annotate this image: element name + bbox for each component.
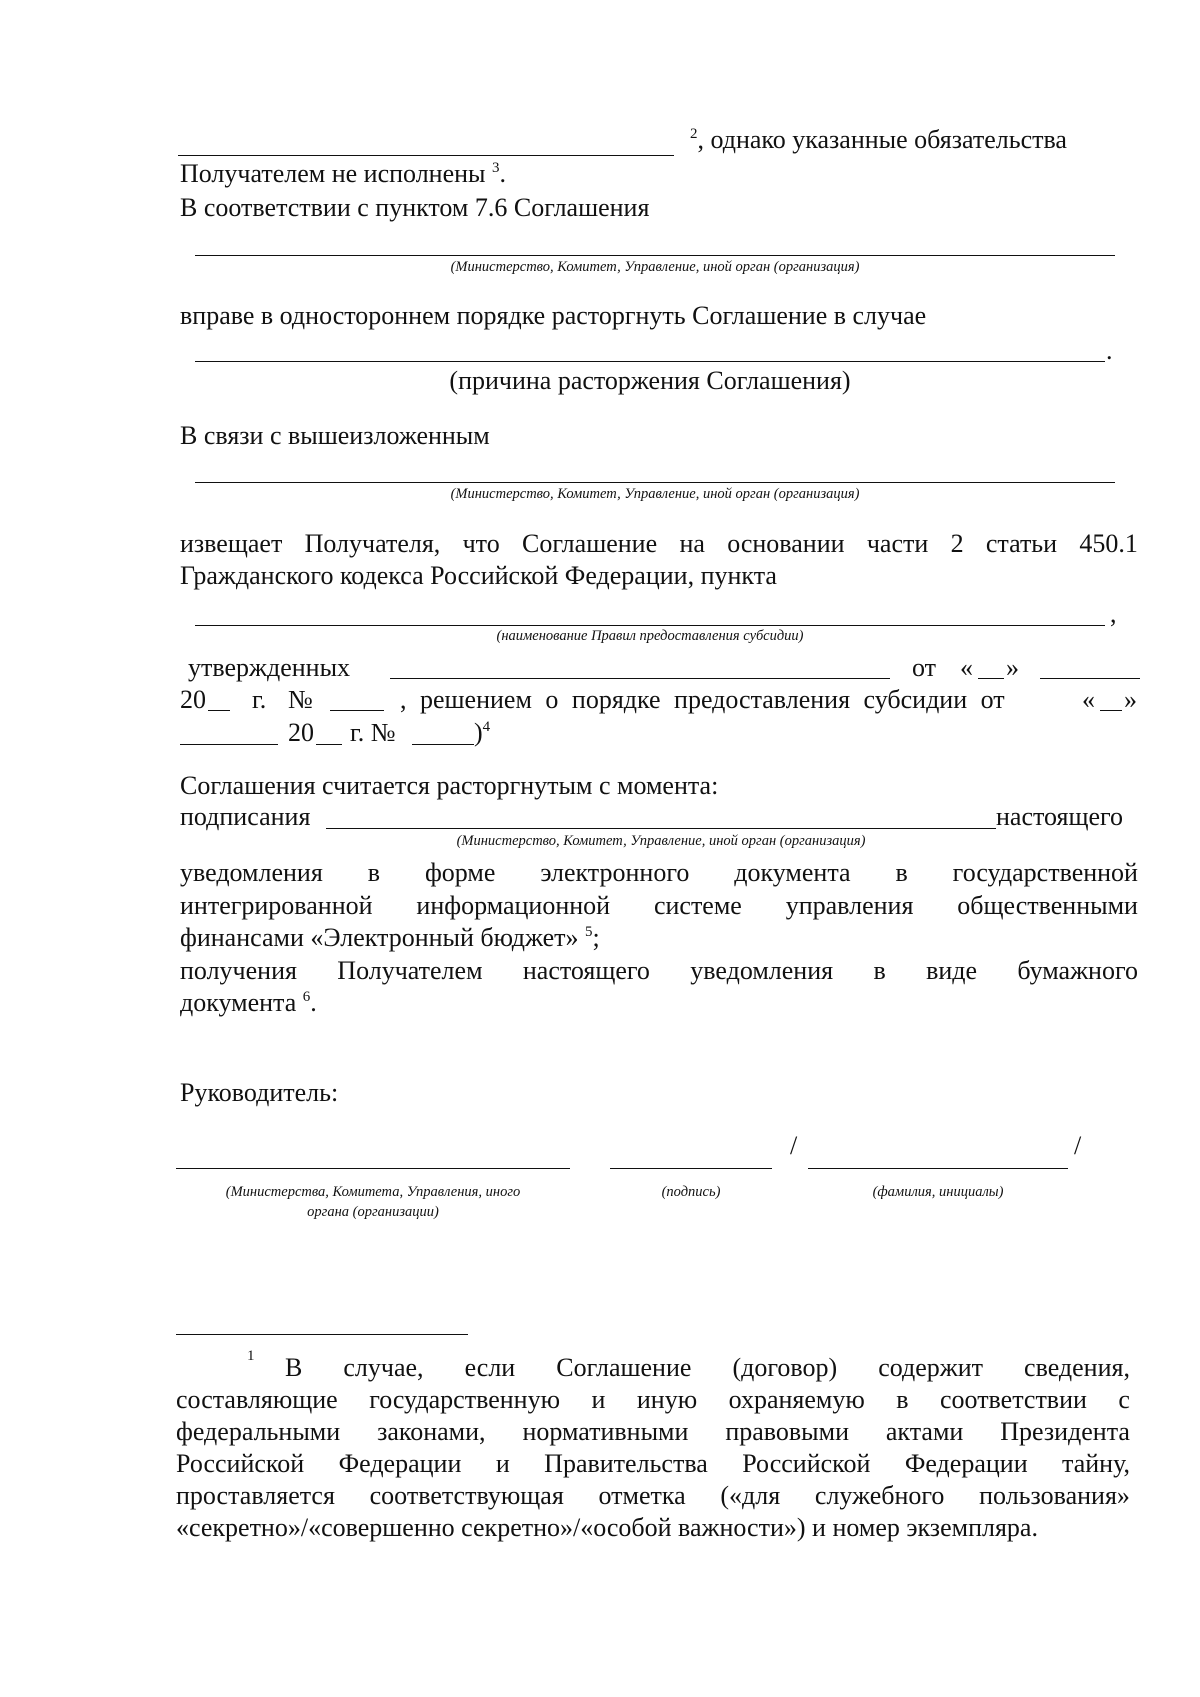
word: соответствии — [940, 1385, 1087, 1414]
word: иную — [636, 1385, 698, 1414]
period: . — [499, 159, 507, 188]
word: если — [464, 1353, 516, 1382]
word: Правительства — [544, 1449, 708, 1478]
word: что — [462, 529, 500, 558]
word: В — [285, 1353, 303, 1382]
word: форме — [424, 858, 496, 887]
blank-line-reason — [195, 361, 1105, 362]
word: Российской — [742, 1449, 871, 1478]
word: соответствующая — [369, 1481, 564, 1510]
receiving-line — [180, 955, 1138, 987]
footnote-line-3 — [176, 1416, 1130, 1448]
obligation-text — [690, 124, 1067, 156]
decision-text: , решением о порядке предоставления субсидии от — [400, 685, 1005, 714]
word: виде — [926, 956, 978, 985]
word: (договор) — [732, 1353, 838, 1382]
word: («для — [720, 1481, 781, 1510]
word: проставляется — [176, 1481, 335, 1510]
word: государственной — [952, 858, 1138, 887]
number-sign-a: № — [288, 685, 313, 714]
signature-line-org — [176, 1168, 570, 1169]
blank-line-year-1 — [208, 710, 230, 711]
word: Получателя, — [304, 529, 441, 558]
footnote-line-2 — [176, 1384, 1130, 1416]
notifies-line — [180, 528, 1138, 560]
caption-rules: (наименование Правил предоставления субсидии) — [496, 628, 804, 644]
word: случае, — [343, 1353, 424, 1382]
word: извещает — [180, 529, 283, 558]
approved-label: утвержденных — [188, 653, 351, 682]
day-quote-close: » — [1006, 653, 1019, 682]
word: служебного — [814, 1481, 945, 1510]
integrated-line — [180, 890, 1138, 922]
year-20-b: 20 — [288, 718, 314, 747]
in-connection-text: В связи с вышеизложенным — [180, 421, 490, 450]
caption-signature: (подпись) — [661, 1184, 721, 1200]
word: тайну, — [1062, 1449, 1130, 1478]
word: Российской — [176, 1449, 305, 1478]
slash-2: / — [1074, 1131, 1082, 1160]
word: правовыми — [725, 1417, 849, 1446]
right-to-terminate-text: вправе в одностороннем порядке расторгнуть Соглашение в случае — [180, 301, 927, 330]
rules-comma: , — [1110, 599, 1117, 628]
word: части — [866, 529, 929, 558]
word: Соглашение — [556, 1353, 692, 1382]
closing-paren — [474, 717, 490, 749]
not-fulfilled-label: Получателем не исполнены — [180, 159, 486, 188]
document-text: документа — [180, 988, 297, 1017]
caption-org-3: (Министерство, Комитет, Управление, иной орган (организация) — [456, 833, 866, 849]
blank-line-number-2 — [412, 744, 474, 745]
blank-line-month-2 — [180, 744, 278, 745]
word: федеральными — [176, 1417, 341, 1446]
according-text: В соответствии с пунктом 7.6 Соглашения — [180, 193, 650, 222]
blank-line-org-1 — [195, 255, 1115, 256]
blank-line-rules — [195, 625, 1105, 626]
word: Соглашение — [522, 529, 658, 558]
footnote-ref-2: 2 — [690, 126, 698, 142]
word: нормативными — [522, 1417, 689, 1446]
word: и — [591, 1385, 606, 1414]
word: на — [679, 529, 705, 558]
word: составляющие — [176, 1385, 338, 1414]
caption-org-1: (Министерство, Комитет, Управление, иной орган (организация) — [450, 259, 860, 275]
word: электронного — [540, 858, 690, 887]
blank-line-org-2 — [195, 482, 1115, 483]
this-label: настоящего — [996, 802, 1124, 831]
year-g-number-b: г. № — [350, 718, 396, 747]
footnote-line-4 — [176, 1448, 1130, 1480]
signature-line-name — [808, 1168, 1068, 1169]
footnote-ref-3: 3 — [492, 160, 500, 176]
day-quote-open: « — [960, 653, 973, 682]
document-line — [180, 987, 317, 1019]
word: 2 — [950, 529, 964, 558]
footnote-line-1 — [285, 1352, 1130, 1384]
word: сведения, — [1024, 1353, 1130, 1382]
slash-1: / — [790, 1131, 798, 1160]
word: управления — [785, 891, 914, 920]
blank-line-obligation — [178, 155, 674, 156]
head-label: Руководитель: — [180, 1078, 339, 1107]
word: бумажного — [1017, 956, 1138, 985]
paren: ) — [474, 718, 483, 747]
finance-line — [180, 922, 600, 954]
day-quote-open-2: « — [1082, 685, 1095, 714]
word: в — [367, 858, 381, 887]
word: уведомления — [690, 956, 834, 985]
signature-line-sign — [610, 1168, 772, 1169]
word: документа — [734, 858, 851, 887]
not-fulfilled-text — [180, 158, 506, 190]
word: Федерации — [338, 1449, 462, 1478]
finance-text: финансами «Электронный бюджет» — [180, 923, 579, 952]
notification-line — [180, 857, 1138, 889]
caption-name: (фамилия, инициалы) — [872, 1184, 1004, 1200]
word: отметка — [598, 1481, 686, 1510]
footnote-ref-6: 6 — [302, 989, 311, 1005]
civil-code-text: Гражданского кодекса Российской Федерации, пункта — [180, 561, 777, 590]
reason-dot: . — [1106, 336, 1113, 365]
footnote-line-6: «секретно»/«совершенно секретно»/«особой важности») и номер экземпляра. — [176, 1513, 1038, 1542]
blank-line-approved-by — [390, 678, 890, 679]
word: Президента — [1000, 1417, 1130, 1446]
word: 450.1 — [1079, 529, 1138, 558]
considered-terminated-text: Соглашения считается расторгнутым с момента: — [180, 771, 719, 800]
word: основании — [727, 529, 845, 558]
word: в — [873, 956, 886, 985]
word: охраняемую — [728, 1385, 865, 1414]
footnote-number: 1 — [247, 1348, 255, 1364]
blank-line-day-1 — [978, 678, 1004, 679]
footnote-separator — [176, 1334, 468, 1335]
word: государственную — [369, 1385, 560, 1414]
word: интегрированной — [180, 891, 373, 920]
word: системе — [653, 891, 742, 920]
word: законами, — [377, 1417, 486, 1446]
word: Получателем — [337, 956, 483, 985]
blank-line-day-2 — [1100, 710, 1122, 711]
year-20-a: 20 — [180, 685, 206, 714]
blank-line-org-3 — [326, 828, 996, 829]
word: в — [896, 1385, 909, 1414]
day-quote-close-2: » — [1124, 685, 1137, 714]
word: настоящего — [522, 956, 650, 985]
word: актами — [885, 1417, 964, 1446]
footnote-ref-4: 4 — [482, 719, 491, 735]
obligation-rest: , однако указанные обязательства — [697, 125, 1067, 154]
word: в — [895, 858, 908, 887]
footnote-line-5 — [176, 1480, 1130, 1512]
year-g-a: г. — [252, 685, 267, 714]
word: статьи — [985, 529, 1058, 558]
word: получения — [180, 956, 297, 985]
word: общественными — [957, 891, 1138, 920]
word: и — [495, 1449, 510, 1478]
blank-line-month-1 — [1040, 678, 1140, 679]
word: уведомления — [180, 858, 323, 887]
word: информационной — [416, 891, 611, 920]
footnote-ref-5: 5 — [585, 924, 593, 940]
word: с — [1118, 1385, 1130, 1414]
word: содержит — [878, 1353, 983, 1382]
semicolon: ; — [592, 923, 600, 952]
approved-from: от — [912, 653, 937, 682]
caption-org-2: (Министерство, Комитет, Управление, иной орган (организация) — [450, 486, 860, 502]
signing-label: подписания — [180, 802, 311, 831]
caption-org-sign-2: органа (организации) — [307, 1204, 439, 1220]
caption-org-sign-1: (Министерства, Комитета, Управления, иного — [225, 1184, 521, 1200]
word: пользования» — [979, 1481, 1130, 1510]
word: Федерации — [904, 1449, 1028, 1478]
reason-caption: (причина расторжения Соглашения) — [449, 366, 851, 395]
blank-line-number-1 — [330, 710, 384, 711]
period: . — [310, 988, 317, 1017]
blank-line-year-2 — [316, 744, 342, 745]
